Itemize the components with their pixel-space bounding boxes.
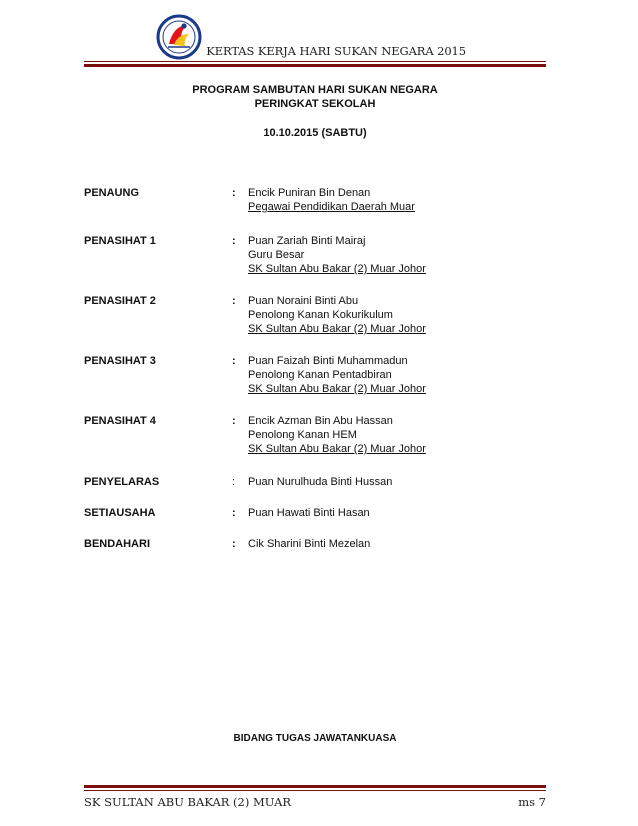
role-label: SETIAUSAHA [84,507,156,519]
separator-colon: : [232,507,236,519]
separator-colon: : [232,355,236,367]
document-title-line-2: PERINGKAT SEKOLAH [254,98,376,110]
member-name: Puan Noraini Binti Abu [248,295,359,307]
member-position: Penolong Kanan Pentadbiran [248,369,392,381]
separator-colon: : [232,415,236,427]
role-label: BENDAHARI [84,538,150,550]
member-name: Encik Puniran Bin Denan [248,187,371,199]
member-name: Puan Faizah Binti Muhammadun [248,355,408,367]
role-label: PENASIHAT 1 [84,235,156,247]
header-divider-thin [84,61,546,62]
member-position: Penolong Kanan Kokurikulum [248,309,393,321]
separator-colon: : [232,235,236,247]
member-name: Puan Nurulhuda Binti Hussan [248,476,393,488]
separator-colon: : [232,476,236,488]
member-school: SK Sultan Abu Bakar (2) Muar Johor [248,323,426,335]
member-position: Guru Besar [248,249,305,261]
role-label: PENASIHAT 3 [84,355,156,367]
role-label: PENASIHAT 4 [84,415,156,427]
member-name: Puan Zariah Binti Mairaj [248,235,366,247]
separator-colon: : [232,295,236,307]
document-title-line-1: PROGRAM SAMBUTAN HARI SUKAN NEGARA [192,84,438,96]
footer-divider-thick [84,785,546,788]
member-school: SK Sultan Abu Bakar (2) Muar Johor [248,443,426,455]
role-label: PENASIHAT 2 [84,295,156,307]
header-divider-thick [84,64,546,67]
page-number: ms 7 [518,795,546,809]
role-label: PENAUNG [84,187,140,199]
separator-colon: : [232,187,236,199]
role-label: PENYELARAS [84,476,160,488]
header-title: KERTAS KERJA HARI SUKAN NEGARA 2015 [206,44,466,58]
event-date: 10.10.2015 (SABTU) [263,127,367,139]
member-school: SK Sultan Abu Bakar (2) Muar Johor [248,383,426,395]
member-name: Cik Sharini Binti Mezelan [248,538,371,550]
member-school: SK Sultan Abu Bakar (2) Muar Johor [248,263,426,275]
member-name: Puan Hawati Binti Hasan [248,507,370,519]
member-position: Pegawai Pendidikan Daerah Muar [248,201,415,213]
footer-divider-thin [84,790,546,791]
member-name: Encik Azman Bin Abu Hassan [248,415,393,427]
member-position: Penolong Kanan HEM [248,429,357,441]
footer-school-name: SK SULTAN ABU BAKAR (2) MUAR [84,795,292,809]
section-heading: BIDANG TUGAS JAWATANKUASA [233,733,397,744]
separator-colon: : [232,538,236,550]
